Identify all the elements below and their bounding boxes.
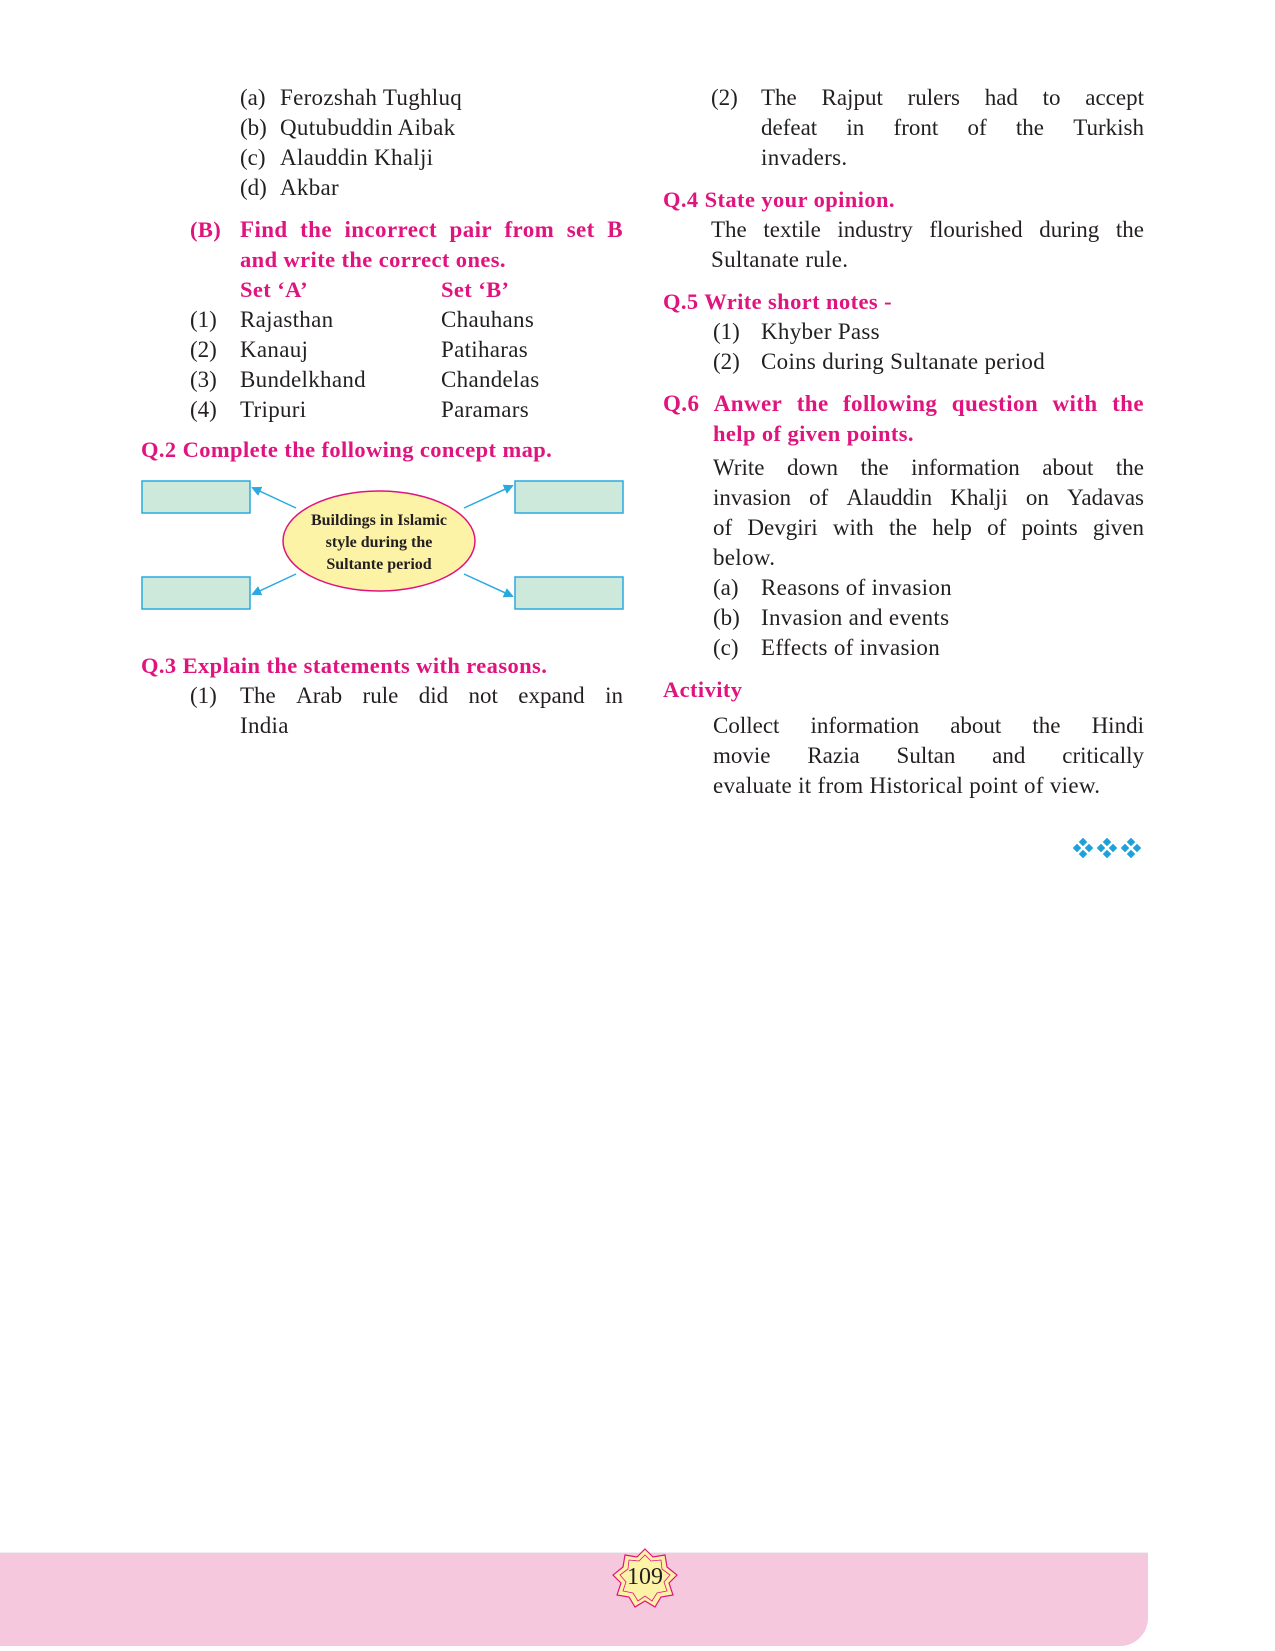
option-text: Alauddin Khalji [280,145,434,170]
arrow-top-right [464,486,512,508]
word: in [846,115,865,140]
q4-line2: Sultanate rule. [711,247,849,272]
footer-band [0,1552,1148,1646]
center-text-line2: style during the [325,534,433,551]
word: following [843,391,938,416]
word: Anwer [713,391,783,416]
activity-title: Activity [663,677,743,702]
option-label: (b) [240,115,267,140]
word: from [504,217,555,242]
word: and [992,743,1026,768]
activity-line2 [713,741,1144,771]
q3-item1-number: (1) [190,683,217,708]
q6-point-text: Effects of invasion [761,635,941,660]
q6-para-line2 [713,483,1144,513]
word: about [1042,455,1094,480]
word: of [967,115,987,140]
word: B [607,217,623,242]
concept-box-top-left[interactable] [142,481,250,513]
word: not [468,683,498,708]
word: Yadavas [1067,485,1144,510]
word: Razia [807,743,860,768]
word: flourished [929,217,1023,242]
word: the [888,515,918,540]
concept-map [141,476,625,612]
concept-box-top-right[interactable] [515,481,623,513]
word: in [605,683,623,708]
pair-set-b: Chauhans [441,307,535,332]
word: had [984,85,1018,110]
q6-point-label: (c) [713,635,739,660]
word: information [810,713,920,738]
q3-item2-line3: invaders. [761,145,848,170]
word: with [1052,391,1098,416]
option-text: Akbar [280,175,339,200]
pair-set-a: Bundelkhand [240,367,366,392]
word: Arab [296,683,343,708]
center-text-line1: Buildings in Islamic [310,512,448,529]
word: during [1039,217,1100,242]
word: with [832,515,874,540]
word: accept [1085,85,1144,110]
q2-title: Q.2 Complete the following concept map. [141,437,553,462]
q1b-title-line2: and write the correct ones. [240,247,506,272]
concept-box-bottom-left[interactable] [142,577,250,609]
word: front [893,115,939,140]
word: the [300,217,332,242]
q3-item2-number: (2) [711,85,738,110]
q6-point-text: Invasion and events [761,605,950,630]
word: points [1021,515,1078,540]
word: Q.6 [663,391,700,416]
pair-set-b: Patiharas [441,337,529,362]
word: set [566,217,595,242]
option-label: (c) [240,145,266,170]
word: expand [518,683,585,708]
option-text: Qutubuddin Aibak [280,115,456,140]
pair-number: (3) [190,367,217,392]
word: did [418,683,449,708]
q6-point-label: (a) [713,575,739,600]
word: the [1015,115,1045,140]
word: pair [449,217,493,242]
pair-set-a: Rajasthan [240,307,334,332]
pair-set-b: Chandelas [441,367,540,392]
q6-title-line1 [663,389,1144,419]
option-label: (a) [240,85,266,110]
q4-line1 [711,215,1144,245]
word: on [1025,485,1049,510]
word: rule [362,683,399,708]
word: Devgiri [747,515,818,540]
word: the [1032,713,1061,738]
arrow-top-left [253,488,296,508]
word: movie [713,743,771,768]
activity-line1 [713,711,1144,741]
word: critically [1062,743,1144,768]
q4-title: Q.4 State your opinion. [663,187,895,212]
word: The [711,217,747,242]
concept-box-bottom-right[interactable] [515,577,623,609]
pair-set-b: Paramars [441,397,529,422]
q1b-title-line1 [240,215,623,245]
pair-number: (4) [190,397,217,422]
q6-title-line2: help of given points. [713,421,914,446]
word: Collect [713,713,780,738]
q6-point-text: Reasons of invasion [761,575,952,600]
pair-set-a: Tripuri [240,397,307,422]
word: Turkish [1073,115,1144,140]
set-a-header: Set ‘A’ [240,277,308,302]
q3-item2-line2 [761,113,1144,143]
word: given [1092,515,1144,540]
footer-divider [0,1552,1148,1553]
pair-set-a: Kanauj [240,337,309,362]
word: industry [837,217,913,242]
word: Sultan [896,743,956,768]
pair-number: (2) [190,337,217,362]
center-text-line3: Sultante period [326,556,432,573]
word: the [860,455,889,480]
q5-item-number: (1) [713,319,740,344]
diamond-cluster-icon [1071,835,1143,861]
q6-para-line3 [713,513,1144,543]
word: rulers [907,85,960,110]
word: Write [713,455,765,480]
q6-para-line1 [713,453,1144,483]
word: textile [763,217,821,242]
q6-point-label: (b) [713,605,740,630]
word: Find [240,217,288,242]
arrow-bottom-right [464,574,512,596]
word: down [786,455,839,480]
word: help [932,515,972,540]
activity-line3: evaluate it from Historical point of view. [713,773,1101,798]
q5-item-number: (2) [713,349,740,374]
word: Alauddin [846,485,933,510]
word: the [1115,217,1144,242]
word: The [761,85,797,110]
q6-para-line4: below. [713,545,776,570]
option-text: Ferozshah Tughluq [280,85,463,110]
q1b-label: (B) [190,217,222,242]
q3-item2-line1 [761,83,1144,113]
word: invasion [713,485,791,510]
word: of [809,485,829,510]
word: of [713,515,733,540]
q5-item-text: Khyber Pass [761,319,880,344]
set-b-header: Set ‘B’ [441,277,510,302]
pair-number: (1) [190,307,217,332]
word: Khalji [950,485,1008,510]
word: the [1115,455,1144,480]
q5-title: Q.5 Write short notes - [663,289,892,314]
word: to [1042,85,1061,110]
q3-title: Q.3 Explain the statements with reasons. [141,653,548,678]
q3-item1-line1 [240,681,623,711]
word: information [911,455,1020,480]
word: The [240,683,276,708]
option-label: (d) [240,175,267,200]
word: the [1112,391,1144,416]
word: of [987,515,1007,540]
word: question [951,391,1039,416]
q5-item-text: Coins during Sultanate period [761,349,1046,374]
word: about [950,713,1002,738]
page-number: 109 [627,1564,663,1590]
q3-item1-line2: India [240,713,289,738]
word: Rajput [821,85,883,110]
word: incorrect [344,217,438,242]
word: defeat [761,115,818,140]
word: the [796,391,829,416]
arrow-bottom-left [253,574,296,594]
word: Hindi [1091,713,1144,738]
